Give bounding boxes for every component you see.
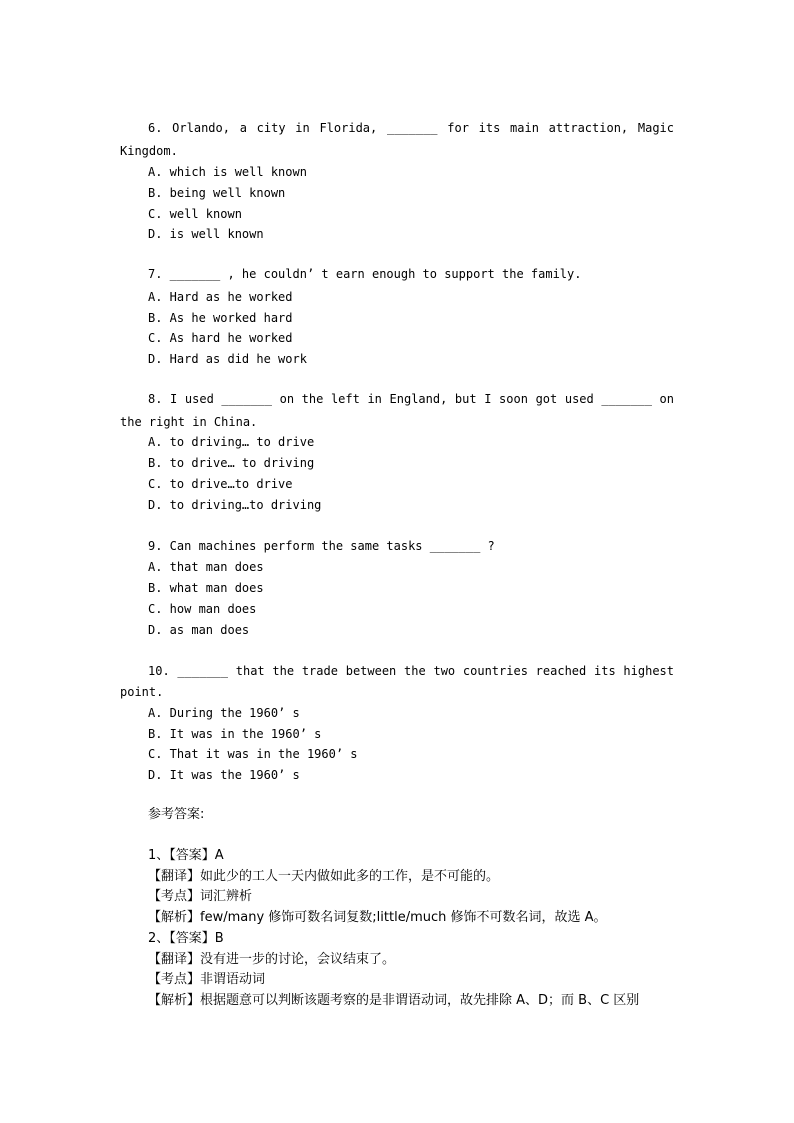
q6-option-c: C. well known [148, 207, 242, 221]
q8-option-c: C. to drive…to drive [148, 477, 293, 491]
q10-stem-line1: 10. _______ that the trade between the two countries reached its highest [148, 664, 674, 678]
q9-option-c: C. how man does [148, 602, 257, 616]
q6-option-d: D. is well known [148, 227, 264, 241]
q10-stem-line2: point. [120, 685, 164, 699]
answer-2-key: 2、【答案】B [148, 931, 224, 946]
q10-option-c: C. That it was in the 1960’ s [148, 747, 358, 761]
q9-option-d: D. as man does [148, 623, 250, 637]
answer-1-key: 1、【答案】A [148, 848, 224, 863]
q9-stem: 9. Can machines perform the same tasks _______ ? [148, 539, 495, 553]
q7-option-d: D. Hard as did he work [148, 352, 307, 366]
q8-stem-line2: the right in China. [120, 415, 258, 429]
answers-heading: 参考答案: [148, 807, 205, 822]
q7-option-b: B. As he worked hard [148, 311, 293, 325]
q6-option-b: B. being well known [148, 186, 286, 200]
q9-option-b: B. what man does [148, 581, 264, 595]
answer-1-analysis: 【解析】few/many 修饰可数名词复数;little/much 修饰不可数名词，故选 A。 [148, 910, 607, 925]
q10-option-a: A. During the 1960’ s [148, 706, 300, 720]
q7-stem: 7. _______ , he couldn’ t earn enough to support the family. [148, 267, 582, 281]
answer-1-translation: 【翻译】如此少的工人一天内做如此多的工作，是不可能的。 [148, 869, 500, 884]
q9-option-a: A. that man does [148, 560, 264, 574]
answer-2-analysis: 【解析】根据题意可以判断该题考察的是非谓语动词，故先排除 A、D；而 B、C 区别 [148, 993, 640, 1008]
q6-stem-line2: Kingdom. [120, 144, 178, 158]
q10-option-b: B. It was in the 1960’ s [148, 727, 322, 741]
q8-option-a: A. to driving… to drive [148, 435, 315, 449]
answer-2-translation: 【翻译】没有进一步的讨论，会议结束了。 [148, 952, 396, 967]
q6-option-a: A. which is well known [148, 165, 307, 179]
q8-option-b: B. to drive… to driving [148, 456, 315, 470]
q8-stem-line1: 8. I used _______ on the left in England, but I soon got used _______ on [148, 392, 674, 406]
q7-option-c: C. As hard he worked [148, 331, 293, 345]
q8-option-d: D. to driving…to driving [148, 498, 322, 512]
q10-option-d: D. It was the 1960’ s [148, 768, 300, 782]
q7-option-a: A. Hard as he worked [148, 290, 293, 304]
answer-2-topic: 【考点】非谓语动词 [148, 972, 266, 987]
q6-stem-line1: 6. Orlando, a city in Florida, _______ for its main attraction, Magic [148, 121, 674, 135]
answer-1-topic: 【考点】词汇辨析 [148, 889, 253, 904]
